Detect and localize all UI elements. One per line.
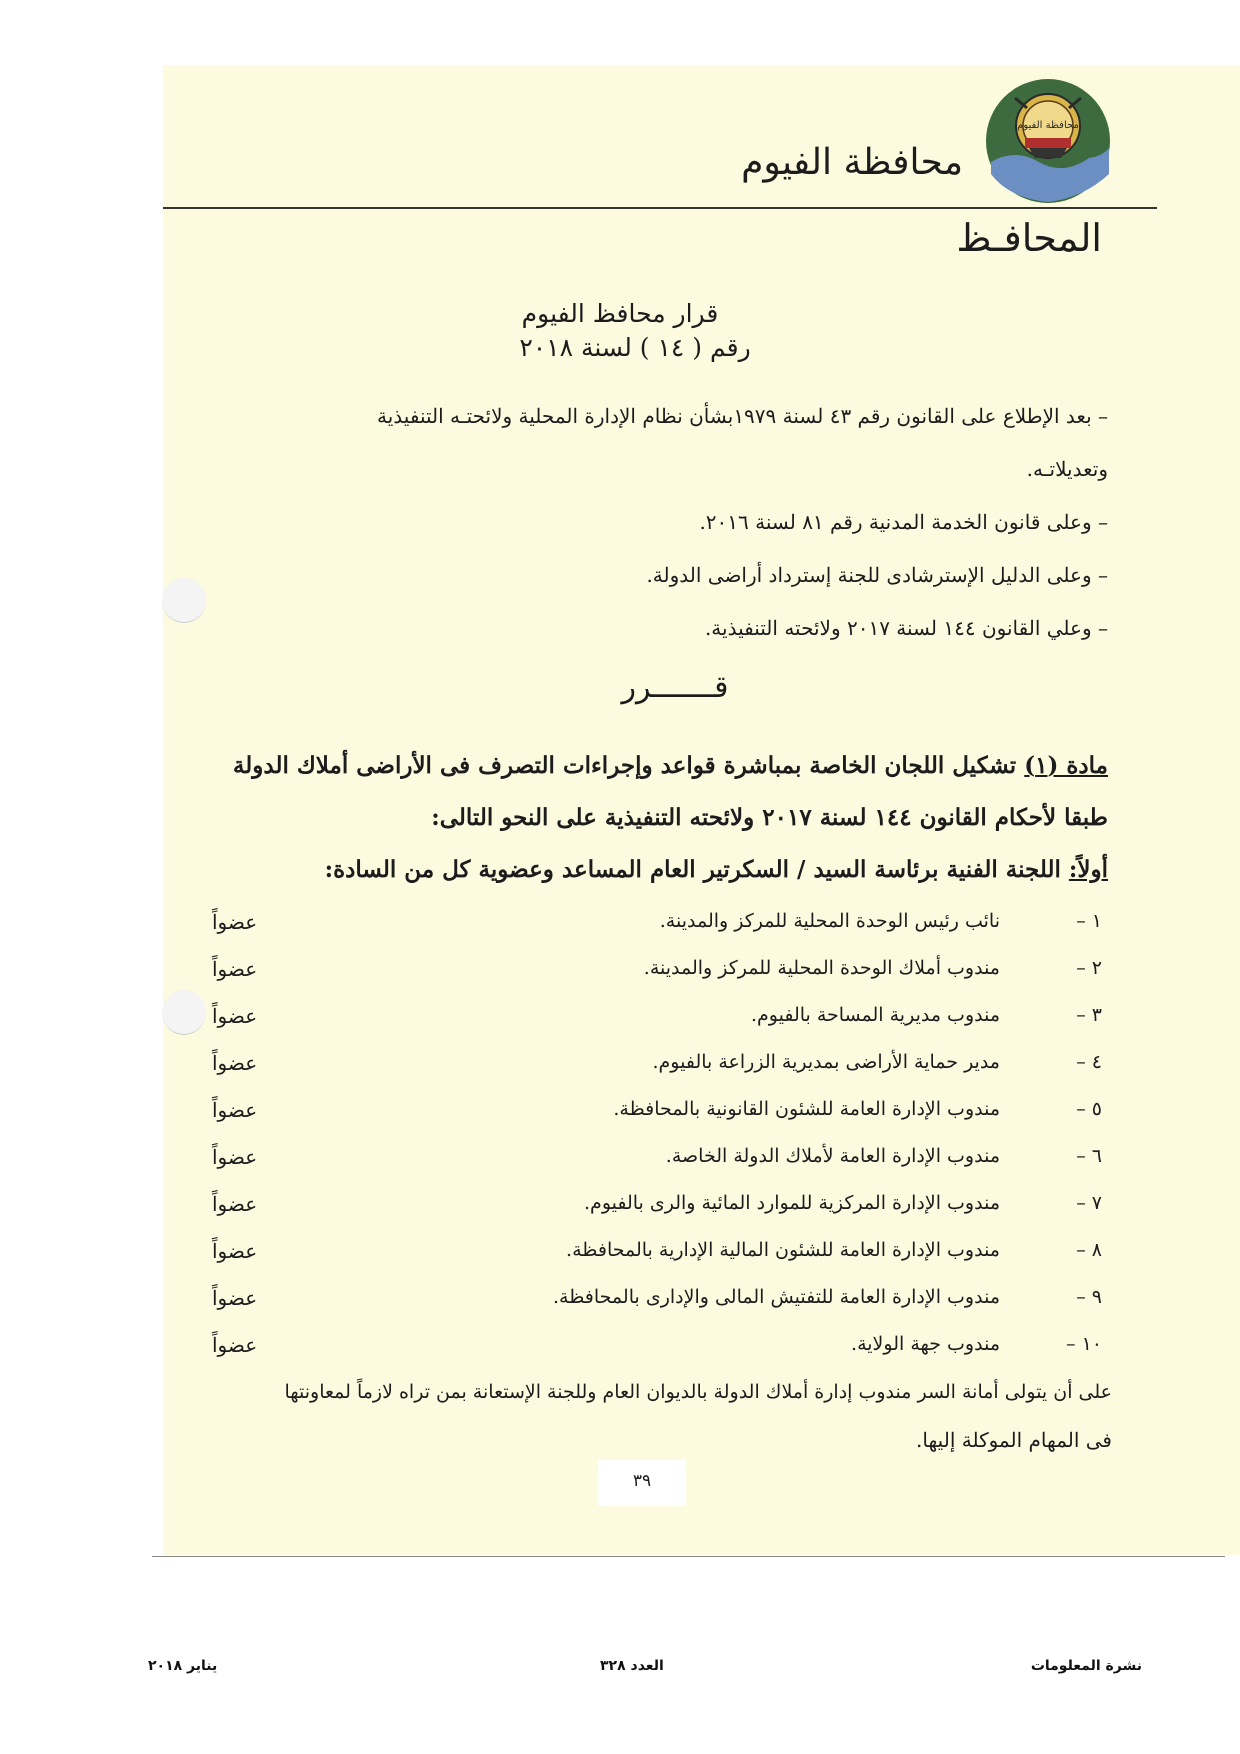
article-label: مادة (١) [1024,752,1108,779]
member-role: عضواً [212,1004,258,1028]
preamble-reference: – وعلى الدليل الإسترشادى للجنة إسترداد أراضى الدولة. [646,563,1108,587]
member-role: عضواً [212,1051,258,1075]
member-text: مدير حماية الأراضى بمديرية الزراعة بالفيوم. [652,1051,1000,1073]
member-number: ٨ – [1076,1239,1102,1261]
member-text: مندوب الإدارة المركزية للموارد المائية والرى بالفيوم. [584,1192,1000,1214]
member-role: عضواً [212,1192,258,1216]
punch-hole [162,990,206,1035]
governorate-name: محافظة الفيوم [741,142,963,183]
article-text: تشكيل اللجان الخاصة بمباشرة قواعد وإجراءات التصرف فى الأراضى أملاك الدولة [232,752,1025,779]
member-role: عضواً [212,957,258,981]
preamble-reference: – وعلى قانون الخدمة المدنية رقم ٨١ لسنة ٢٠١٦. [699,510,1108,534]
member-role: عضواً [212,1239,258,1263]
member-number: ٢ – [1076,957,1102,979]
punch-hole [162,578,206,623]
decision-number: رقم ( ١٤ ) لسنة ٢٠١٨ [519,333,751,362]
decision-title: قرار محافظ الفيوم [521,299,719,328]
member-text: مندوب الإدارة العامة للشئون المالية الإدارية بالمحافظة. [566,1239,1000,1261]
clause-text: اللجنة الفنية برئاسة السيد / السكرتير العام المساعد وعضوية كل من السادة: [324,856,1069,883]
office-title: المحافـظ [956,216,1102,260]
member-text: مندوب مديرية المساحة بالفيوم. [750,1004,1000,1026]
header-divider [163,207,1157,209]
preamble-line: وتعديلاتـه. [1026,457,1108,481]
preamble-line: – بعد الإطلاع على القانون رقم ٤٣ لسنة ١٩٧٩بشأن نظام الإدارة المحلية ولائحتـه التنفيذية [377,404,1108,428]
footer-divider [152,1556,1225,1557]
member-number: ١ – [1076,910,1102,932]
member-number: ٦ – [1076,1145,1102,1167]
member-number: ٩ – [1076,1286,1102,1308]
member-text: مندوب الإدارة العامة للتفتيش المالى والإدارى بالمحافظة. [552,1286,1000,1308]
member-text: مندوب جهة الولاية. [851,1333,1000,1355]
member-number: ٤ – [1076,1051,1102,1073]
member-role: عضواً [212,1098,258,1122]
decides-heading: قـــــــرر [621,670,729,705]
emblem-text: محافظة الفيوم [1017,120,1079,131]
member-number: ٥ – [1076,1098,1102,1120]
clause-label: أولاً: [1068,856,1108,883]
member-role: عضواً [212,910,258,934]
member-number: ٣ – [1076,1004,1102,1026]
footer-publication: نشرة المعلومات [1030,1658,1142,1674]
page-number: ٣٩ [598,1460,686,1506]
footer-date: يناير ٢٠١٨ [148,1658,218,1674]
member-number: ٧ – [1076,1192,1102,1214]
member-role: عضواً [212,1286,258,1310]
article-1-line [233,752,1108,779]
member-role: عضواً [212,1333,258,1357]
article-1-line: طبقا لأحكام القانون ١٤٤ لسنة ٢٠١٧ ولائحته التنفيذية على النحو التالى: [431,804,1108,831]
member-text: نائب رئيس الوحدة المحلية للمركز والمدينة. [659,910,1000,932]
member-text: مندوب الإدارة العامة للشئون القانونية بالمحافظة. [613,1098,1000,1120]
governorate-emblem-icon [985,78,1111,204]
closing-line: على أن يتولى أمانة السر مندوب إدارة أملاك الدولة بالديوان العام وللجنة الإستعانة بمن تراه لازماً لمعاونتها [284,1381,1112,1403]
member-number: ١٠ – [1066,1333,1102,1355]
member-text: مندوب الإدارة العامة لأملاك الدولة الخاصة. [665,1145,1000,1167]
footer-issue: العدد ٣٢٨ [600,1658,664,1674]
preamble-reference: – وعلي القانون ١٤٤ لسنة ٢٠١٧ ولائحته التنفيذية. [704,616,1108,640]
member-role: عضواً [212,1145,258,1169]
closing-line: فى المهام الموكلة إليها. [916,1428,1112,1452]
member-text: مندوب أملاك الوحدة المحلية للمركز والمدينة. [643,957,1000,979]
article-1-first-clause [325,856,1108,883]
